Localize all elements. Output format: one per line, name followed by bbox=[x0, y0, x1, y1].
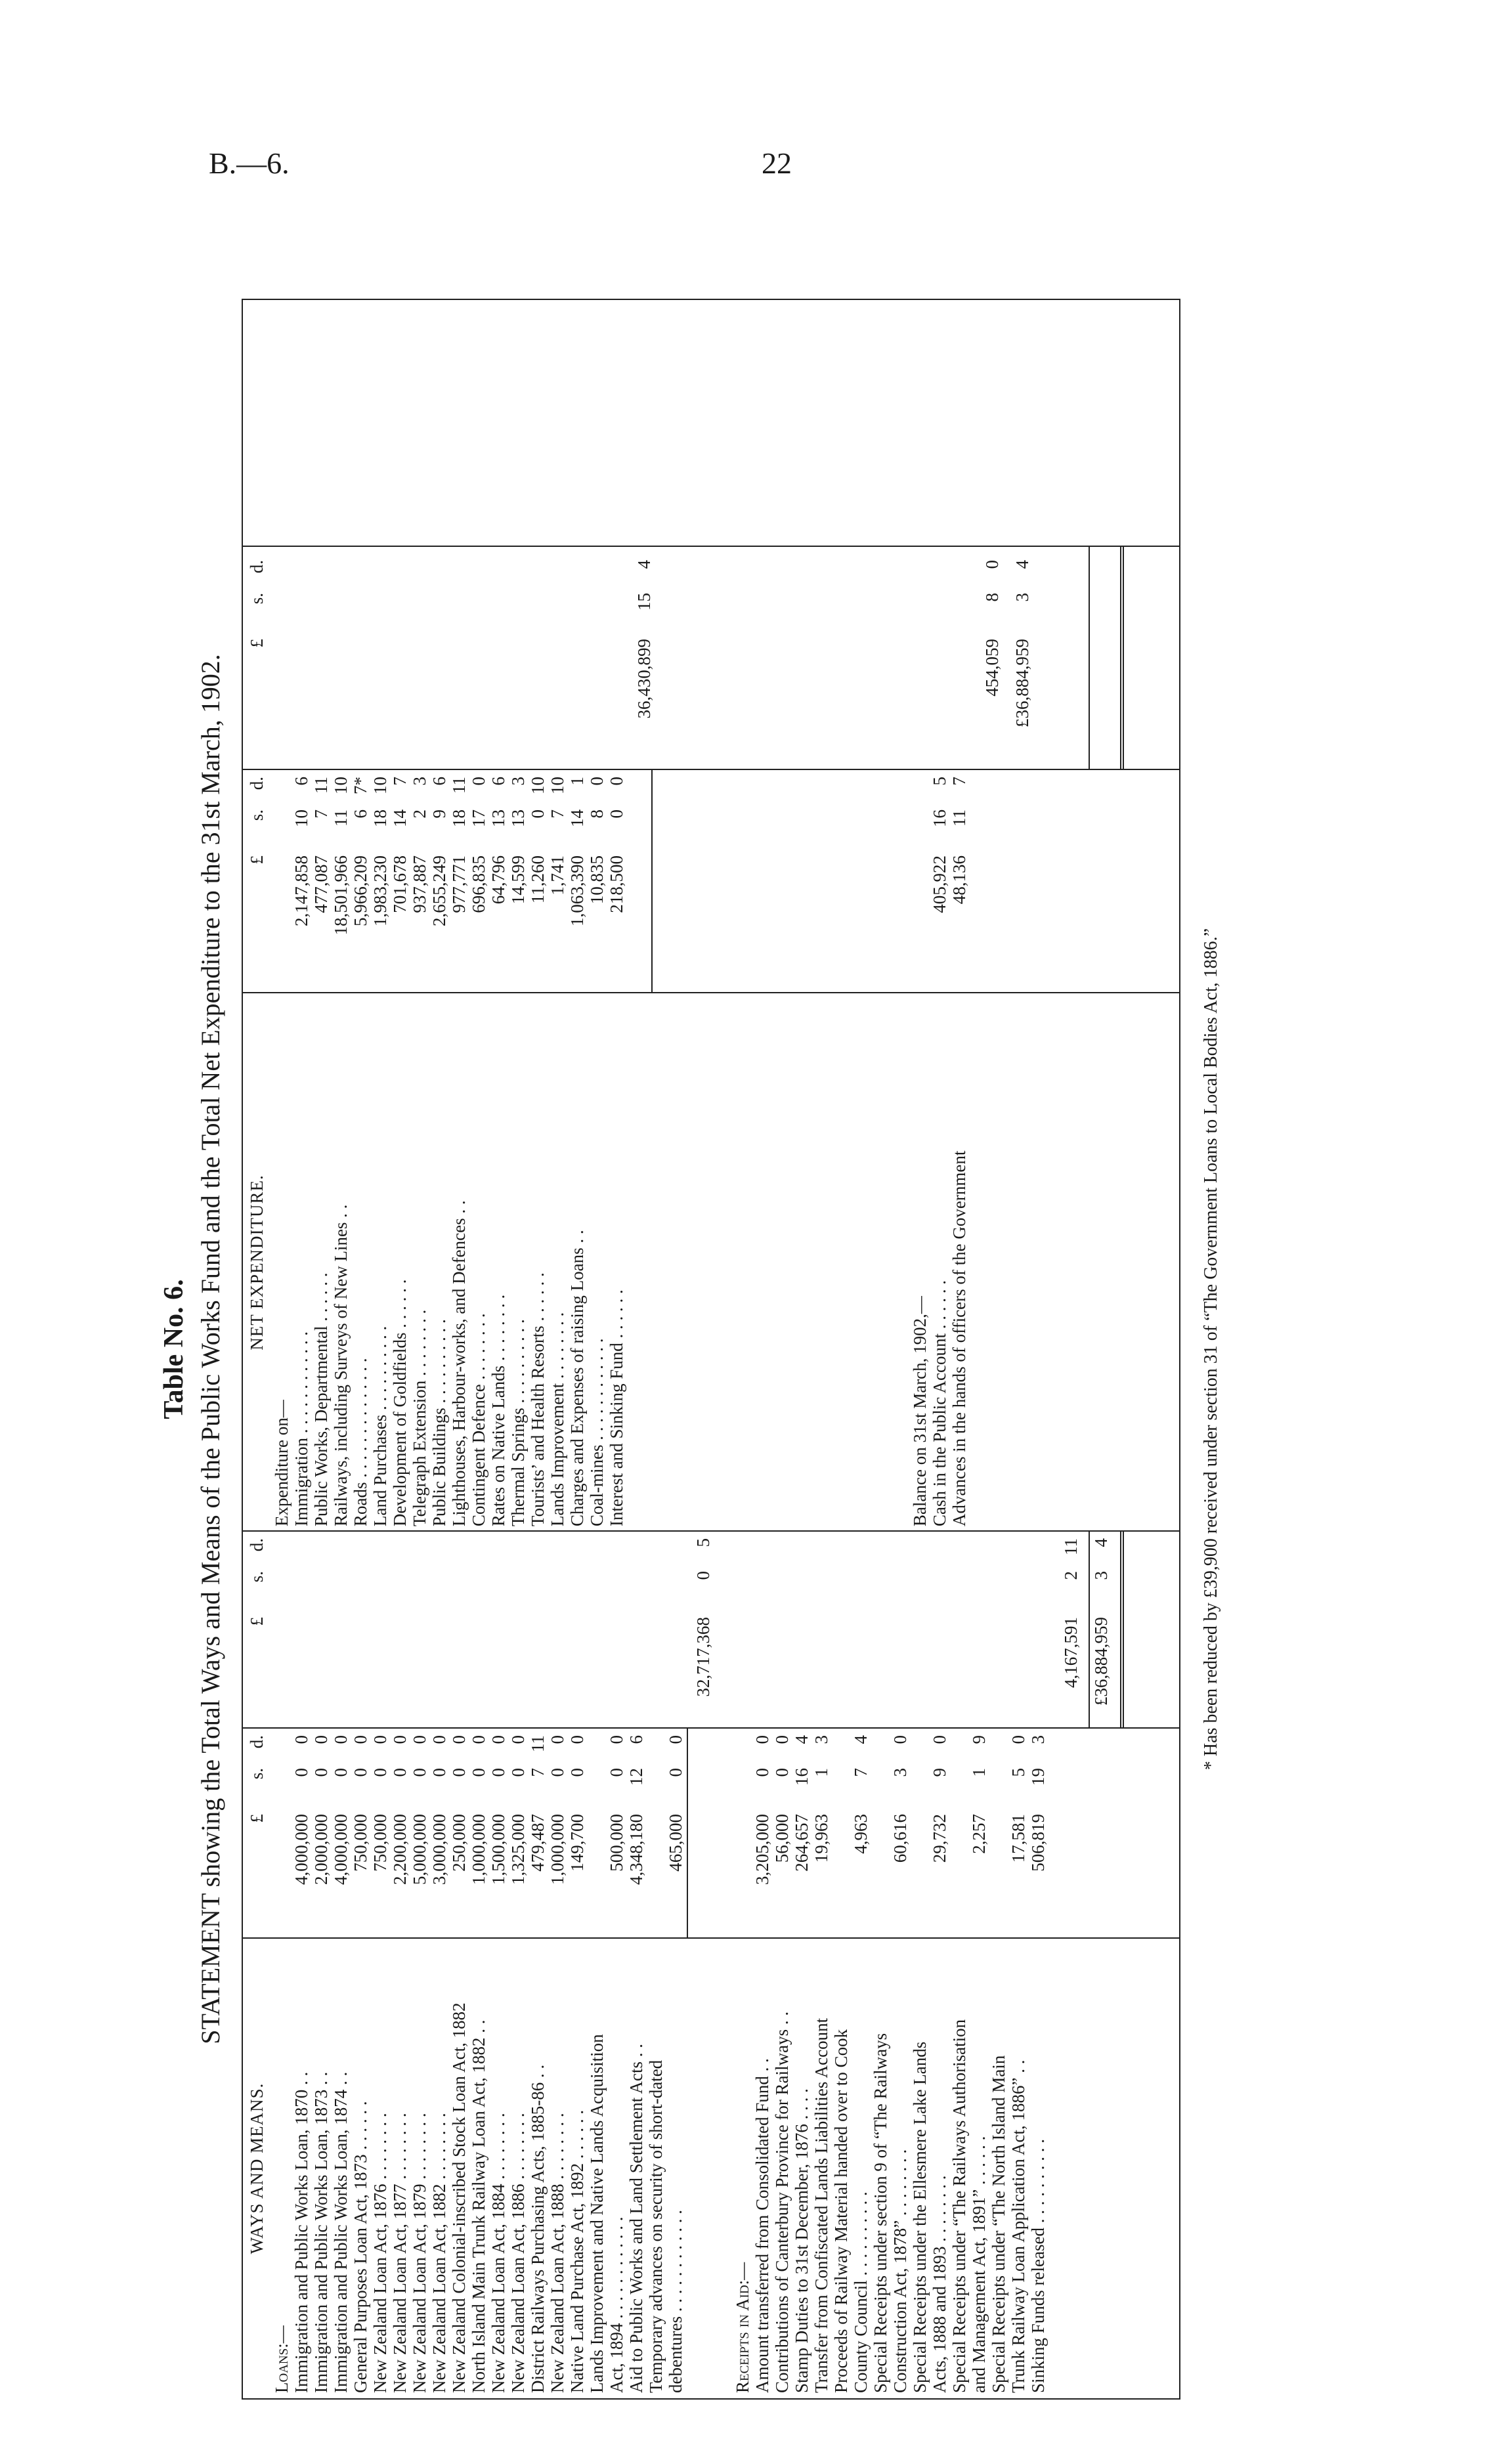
page-number: 22 bbox=[762, 146, 792, 180]
receipt-row-pence: 0 bbox=[752, 1735, 772, 1744]
loan-row-pounds: 750,000 bbox=[370, 1814, 390, 1872]
loan-row-label: New Zealand Loan Act, 1886 . . . . . . . . bbox=[508, 2113, 528, 2393]
receipts-label: Receipts in Aid:— bbox=[733, 2262, 752, 2393]
loan-row bbox=[587, 1532, 607, 2393]
expenditure-row-shillings: 10 bbox=[292, 809, 311, 827]
expenditure-row-pence: 1 bbox=[567, 777, 587, 786]
expenditure-row-pence: 7* bbox=[351, 777, 370, 794]
receipt-row bbox=[1008, 1532, 1028, 2393]
receipt-row-shillings bbox=[910, 1768, 930, 1814]
loan-row bbox=[390, 1532, 410, 2393]
receipt-row-pounds bbox=[949, 1814, 969, 1939]
loan-row-label: New Zealand Loan Act, 1877 . . . . . . . . bbox=[390, 2113, 410, 2393]
expenditure-row-pounds: 2,655,249 bbox=[429, 855, 449, 926]
expenditure-row-shillings: 17 bbox=[469, 809, 488, 827]
receipt-row bbox=[792, 1532, 811, 2393]
balance-row-label: Cash in the Public Account . . . . . . bbox=[930, 1280, 949, 1526]
expenditure-row-pence: 3 bbox=[508, 777, 528, 786]
receipt-row bbox=[949, 1532, 969, 2393]
receipt-row bbox=[969, 1532, 989, 2393]
loan-row-shillings: 0 bbox=[311, 1768, 331, 1777]
loan-row bbox=[567, 1532, 587, 2393]
loan-row-pounds: 1,325,000 bbox=[508, 1814, 528, 1885]
receipt-row-label: Stamp Duties to 31st December, 1876 . . . . bbox=[792, 2088, 811, 2393]
loan-row-pounds: 250,000 bbox=[449, 1814, 469, 1872]
expenditure-row-label: Land Purchases . . . . . . . . . . bbox=[370, 1326, 390, 1526]
expenditure-row-pounds: 477,087 bbox=[311, 855, 331, 913]
ways-grand-total-row: £36,884,959 3 4 bbox=[1091, 1538, 1111, 1706]
loan-row-label: Immigration and Public Works Loan, 1874 . . bbox=[331, 2071, 351, 2393]
loan-row-shillings: 12 bbox=[626, 1768, 646, 1786]
balance-row-pence: 5 bbox=[930, 777, 949, 786]
loan-row-shillings: 0 bbox=[666, 1768, 685, 1777]
expenditure-row-label: Thermal Springs . . . . . . . . . . bbox=[508, 1319, 528, 1526]
receipt-row bbox=[989, 1532, 1008, 2393]
loan-row-label: Act, 1894 . . . . . . . . . . . . bbox=[607, 2216, 626, 2393]
receipt-row-pounds: 60,616 bbox=[890, 1814, 910, 1863]
loan-row-pence: 0 bbox=[548, 1735, 567, 1744]
expenditure-row-pounds: 218,500 bbox=[607, 855, 626, 913]
expenditure-row-pence: 0 bbox=[469, 777, 488, 786]
loan-row-pence: 0 bbox=[508, 1735, 528, 1744]
expenditure-row bbox=[567, 305, 587, 1526]
expenditure-row-label: Roads . . . . . . . . . . . . . . bbox=[351, 1358, 370, 1526]
loan-row-shillings: 0 bbox=[449, 1768, 469, 1777]
loan-row-pence: 0 bbox=[390, 1735, 410, 1744]
expenditure-row-pounds: 18,501,966 bbox=[331, 855, 351, 936]
receipt-row bbox=[811, 1532, 831, 2393]
loan-row bbox=[548, 1532, 567, 2393]
receipt-row-shillings: 16 bbox=[792, 1768, 811, 1786]
loan-row-shillings: 0 bbox=[429, 1768, 449, 1777]
loan-row-label: New Zealand Loan Act, 1876 . . . . . . . . bbox=[370, 2113, 390, 2393]
receipt-row bbox=[851, 1532, 871, 2393]
balance-row-pounds: 48,136 bbox=[949, 855, 969, 905]
expenditure-row-pence: 11 bbox=[311, 777, 331, 794]
loan-row-label: Immigration and Public Works Loan, 1870 . . bbox=[292, 2071, 311, 2393]
balance-row-shillings: 11 bbox=[949, 809, 969, 827]
receipt-row bbox=[752, 1532, 772, 2393]
receipt-row-pence bbox=[910, 1735, 930, 1768]
balance-row bbox=[930, 305, 949, 1526]
loan-row-label: Lands Improvement and Native Lands Acquisition bbox=[587, 2034, 607, 2393]
loan-row bbox=[292, 1532, 311, 2393]
loan-row-label: District Railways Purchasing Acts, 1885-86 . . bbox=[528, 2064, 548, 2393]
expenditure-heading: NET EXPENDITURE. bbox=[247, 1175, 267, 1350]
receipt-row-pence bbox=[949, 1735, 969, 1768]
loan-row-pence: 0 bbox=[410, 1735, 429, 1744]
expenditure-row-pence: 10 bbox=[370, 777, 390, 794]
expenditure-row-label: Charges and Expenses of raising Loans . . bbox=[567, 1230, 587, 1526]
expenditure-row bbox=[410, 305, 429, 1526]
receipt-row-label: Contributions of Canterbury Province for Railways . . bbox=[772, 2011, 792, 2393]
expenditure-row-pence: 10 bbox=[528, 777, 548, 794]
loan-row-pounds: 2,200,000 bbox=[390, 1814, 410, 1885]
expenditure-row bbox=[331, 305, 351, 1526]
receipt-row-shillings: 1 bbox=[811, 1768, 831, 1777]
receipt-row-pounds: 264,657 bbox=[792, 1814, 811, 1872]
expenditure-row-shillings: 7 bbox=[311, 809, 331, 819]
balance-row-label: Advances in the hands of officers of the Government bbox=[949, 1150, 969, 1526]
receipt-row-label: Amount transferred from Consolidated Fund . . bbox=[752, 2058, 772, 2393]
loan-row-pounds: 5,000,000 bbox=[410, 1814, 429, 1885]
expenditure-row-shillings: 0 bbox=[528, 809, 548, 819]
loans-label: Loans:— bbox=[272, 2325, 292, 2393]
expenditure-row-shillings: 9 bbox=[429, 809, 449, 819]
loan-row bbox=[528, 1532, 548, 2393]
expenditure-row-pounds: 696,835 bbox=[469, 855, 488, 913]
expenditure-row-pounds: 977,771 bbox=[449, 855, 469, 913]
loan-row-pounds: 479,487 bbox=[528, 1814, 548, 1872]
loan-row-pounds: 1,500,000 bbox=[488, 1814, 508, 1885]
loan-row-pounds: 1,000,000 bbox=[548, 1814, 567, 1885]
statement-table bbox=[242, 299, 1180, 2400]
expenditure-row-pence: 0 bbox=[587, 777, 607, 786]
loan-row bbox=[666, 1532, 685, 2393]
expenditure-row bbox=[429, 305, 449, 1526]
expenditure-row bbox=[587, 305, 607, 1526]
expenditure-row-shillings: 18 bbox=[370, 809, 390, 827]
loan-row-pounds bbox=[646, 1814, 666, 1939]
loan-row-pounds: 4,000,000 bbox=[292, 1814, 311, 1885]
expenditure-row-shillings: 7 bbox=[548, 809, 567, 819]
loan-row-shillings: 0 bbox=[469, 1768, 488, 1777]
receipt-row-pence: 0 bbox=[1008, 1735, 1028, 1744]
expenditure-row bbox=[351, 305, 370, 1526]
expenditure-row-pence: 6 bbox=[429, 777, 449, 786]
receipt-row-shillings bbox=[949, 1768, 969, 1814]
expenditure-row-pence: 3 bbox=[410, 777, 429, 786]
loan-row-pounds: 4,000,000 bbox=[331, 1814, 351, 1885]
expenditure-row-shillings: 18 bbox=[449, 809, 469, 827]
expenditure-row bbox=[449, 305, 469, 1526]
expenditure-row-pounds: 1,741 bbox=[548, 855, 567, 895]
expenditure-row-shillings: 13 bbox=[508, 809, 528, 827]
receipt-row-label: Proceeds of Railway Material handed over to Cook bbox=[831, 2029, 851, 2393]
expenditure-row-shillings: 11 bbox=[331, 809, 351, 827]
receipt-row bbox=[890, 1532, 910, 2393]
expenditure-row bbox=[370, 305, 390, 1526]
balance-row-pence: 7 bbox=[949, 777, 969, 786]
loan-row bbox=[410, 1532, 429, 2393]
loan-row-shillings bbox=[646, 1768, 666, 1814]
loan-row bbox=[331, 1532, 351, 2393]
receipt-row-shillings bbox=[989, 1768, 1008, 1814]
receipt-row bbox=[910, 1532, 930, 2393]
receipt-row-pence: 9 bbox=[969, 1735, 989, 1744]
loan-row-shillings: 0 bbox=[370, 1768, 390, 1777]
expenditure-row-label: Lands Improvement . . . . . . . . bbox=[548, 1312, 567, 1526]
loan-row-pence: 0 bbox=[370, 1735, 390, 1744]
loan-row-shillings: 0 bbox=[567, 1768, 587, 1777]
balance-row bbox=[949, 305, 969, 1526]
receipt-row-pence: 3 bbox=[811, 1735, 831, 1744]
loan-row-label: Aid to Public Works and Land Settlement Acts . . bbox=[626, 2043, 646, 2393]
loan-row-label: Temporary advances on security of short-dated bbox=[646, 2059, 666, 2393]
loan-row bbox=[449, 1532, 469, 2393]
receipt-row-pounds: 4,963 bbox=[851, 1814, 871, 1854]
receipt-row-shillings: 3 bbox=[890, 1768, 910, 1777]
table-number: Table No. 6. bbox=[159, 1279, 189, 1419]
expenditure-row-pounds: 11,260 bbox=[528, 855, 548, 904]
receipt-row-pence bbox=[871, 1735, 890, 1768]
loan-row-shillings: 0 bbox=[548, 1768, 567, 1777]
receipt-row-pence: 0 bbox=[890, 1735, 910, 1744]
loan-row-pence: 0 bbox=[449, 1735, 469, 1744]
receipt-row-pounds bbox=[831, 1814, 851, 1939]
receipt-row-pounds: 2,257 bbox=[969, 1814, 989, 1854]
receipt-row-shillings bbox=[831, 1768, 851, 1814]
expenditure-row-label: Interest and Sinking Fund . . . . . . bbox=[607, 1289, 626, 1526]
balance-label: Balance on 31st March, 1902,— bbox=[910, 1296, 930, 1526]
expenditure-row-label: Development of Goldfields . . . . . . bbox=[390, 1279, 410, 1526]
expenditure-row-label: Railways, including Surveys of New Lines . . bbox=[331, 1204, 351, 1526]
receipt-row-shillings: 19 bbox=[1028, 1768, 1048, 1786]
loan-row-shillings: 0 bbox=[410, 1768, 429, 1777]
loan-row-pence: 0 bbox=[331, 1735, 351, 1744]
expenditure-row-pounds: 10,835 bbox=[587, 855, 607, 905]
expenditure-row-pounds: 5,966,209 bbox=[351, 855, 370, 926]
receipt-row-pence: 0 bbox=[772, 1735, 792, 1744]
ways-total-heading: £ s. d. bbox=[247, 1538, 267, 1626]
loan-row bbox=[646, 1532, 666, 2393]
expenditure-row-pence: 6 bbox=[488, 777, 508, 786]
loan-row-pence bbox=[587, 1735, 607, 1768]
loan-row-pounds: 465,000 bbox=[666, 1814, 685, 1872]
loan-row-pounds: 2,000,000 bbox=[311, 1814, 331, 1885]
receipt-row-label: Special Receipts under “The Railways Authorisation bbox=[949, 2019, 969, 2393]
loan-row-shillings: 0 bbox=[508, 1768, 528, 1777]
loan-row-shillings: 0 bbox=[607, 1768, 626, 1777]
expenditure-row-label: Lighthouses, Harbour-works, and Defences . . bbox=[449, 1200, 469, 1526]
expenditure-amount-heading: £ s. d. bbox=[247, 777, 267, 865]
expenditure-total-heading: £ s. d. bbox=[247, 560, 267, 648]
expenditure-row-shillings: 8 bbox=[587, 809, 607, 819]
expenditure-row-shillings: 14 bbox=[567, 809, 587, 827]
loan-row-pounds: 750,000 bbox=[351, 1814, 370, 1872]
loan-row-label: New Zealand Loan Act, 1888 . . . . . . . . bbox=[548, 2113, 567, 2393]
loan-row-label: New Zealand Loan Act, 1884 . . . . . . . . bbox=[488, 2113, 508, 2393]
loan-row bbox=[469, 1532, 488, 2393]
expenditure-row-pence: 6 bbox=[292, 777, 311, 786]
expenditure-row-shillings: 13 bbox=[488, 809, 508, 827]
receipt-row-label: Construction Act, 1878” . . . . . . . . bbox=[890, 2149, 910, 2393]
loan-row-pence: 6 bbox=[626, 1735, 646, 1744]
receipt-row-pounds: 29,732 bbox=[930, 1814, 949, 1863]
receipt-row-label: County Council . . . . . . . . . . bbox=[851, 2191, 871, 2393]
expenditure-row-label: Immigration . . . . . . . . . . . . bbox=[292, 1331, 311, 1526]
loan-row-pounds: 1,000,000 bbox=[469, 1814, 488, 1885]
expenditure-row bbox=[488, 305, 508, 1526]
loan-row-shillings: 0 bbox=[390, 1768, 410, 1777]
loan-row-pounds: 149,700 bbox=[567, 1814, 587, 1872]
loan-row-pence: 0 bbox=[429, 1735, 449, 1744]
receipt-row-label: Special Receipts under “The North Island Main bbox=[989, 2055, 1008, 2393]
loan-row-pence: 0 bbox=[292, 1735, 311, 1744]
loan-row-pounds: 4,348,180 bbox=[626, 1814, 646, 1885]
receipt-row-label: Transfer from Confiscated Lands Liabilities Account bbox=[811, 2017, 831, 2393]
receipts-total-row: 4,167,591 2 11 bbox=[1061, 1538, 1081, 1688]
receipt-row-pence: 3 bbox=[1028, 1735, 1048, 1744]
loan-row bbox=[607, 1532, 626, 2393]
receipt-row-label: Special Receipts under the Ellesmere Lake Lands bbox=[910, 2041, 930, 2393]
expenditure-row-shillings: 14 bbox=[390, 809, 410, 827]
balance-row-shillings: 16 bbox=[930, 809, 949, 827]
loan-row-label: New Zealand Colonial-inscribed Stock Loan Act, 1882 bbox=[449, 2002, 469, 2393]
loan-row-shillings: 7 bbox=[528, 1768, 548, 1777]
expenditure-row bbox=[390, 305, 410, 1526]
expenditure-total-row: 36,430,899 15 4 bbox=[634, 560, 654, 719]
receipt-row-pounds bbox=[871, 1814, 890, 1939]
loan-row-label: New Zealand Loan Act, 1882 . . . . . . . . bbox=[429, 2113, 449, 2393]
receipt-row bbox=[772, 1532, 792, 2393]
receipt-row bbox=[871, 1532, 890, 2393]
receipt-row-pounds bbox=[910, 1814, 930, 1939]
expenditure-row-pounds: 1,983,230 bbox=[370, 855, 390, 926]
receipt-row-label: Special Receipts under section 9 of “The Railways bbox=[871, 2033, 890, 2393]
loan-row-shillings: 0 bbox=[488, 1768, 508, 1777]
footnote: * Has been reduced by £39,900 received under section 31 of “The Government Loans to Local Bodies Act, 1886.” bbox=[1201, 928, 1221, 1771]
expenditure-label: Expenditure on— bbox=[272, 1400, 292, 1526]
loan-row-pence: 0 bbox=[567, 1735, 587, 1744]
loans-total-row: 32,717,368 0 5 bbox=[693, 1538, 713, 1697]
expenditure-row-pounds: 64,796 bbox=[488, 855, 508, 905]
loan-row-pence: 0 bbox=[469, 1735, 488, 1744]
expenditure-row bbox=[469, 305, 488, 1526]
expenditure-row-pounds: 2,147,858 bbox=[292, 855, 311, 926]
loan-row-shillings: 0 bbox=[331, 1768, 351, 1777]
receipt-row-shillings: 1 bbox=[969, 1768, 989, 1777]
expenditure-row-pence: 10 bbox=[548, 777, 567, 794]
receipt-row-label: Acts, 1888 and 1893 . . . . . . . . bbox=[930, 2175, 949, 2393]
expenditure-row bbox=[548, 305, 567, 1526]
loan-row-shillings: 0 bbox=[351, 1768, 370, 1777]
receipt-row-pounds: 56,000 bbox=[772, 1814, 792, 1863]
expenditure-row bbox=[508, 305, 528, 1526]
expenditure-row-pence: 7 bbox=[390, 777, 410, 786]
receipt-row-pence: 4 bbox=[792, 1735, 811, 1744]
expenditure-row-pence: 0 bbox=[607, 777, 626, 786]
expenditure-row-pounds: 14,599 bbox=[508, 855, 528, 905]
receipt-row-shillings: 7 bbox=[851, 1768, 871, 1777]
expenditure-row-pence: 10 bbox=[331, 777, 351, 794]
receipt-row-pounds: 506,819 bbox=[1028, 1814, 1048, 1872]
table-title: STATEMENT showing the Total Ways and Means of the Public Works Fund and the Total Net Expenditure to the 31st March, 1902. bbox=[196, 654, 225, 2044]
expenditure-grand-total-row: £36,884,959 3 4 bbox=[1012, 560, 1032, 727]
receipt-row bbox=[930, 1532, 949, 2393]
receipt-row-label: Sinking Funds released . . . . . . . . . . bbox=[1028, 2139, 1048, 2393]
balance-total-row: 454,059 8 0 bbox=[982, 560, 1002, 697]
loan-row bbox=[429, 1532, 449, 2393]
receipt-row-shillings bbox=[871, 1768, 890, 1814]
loan-row-pence bbox=[646, 1735, 666, 1768]
loan-row bbox=[311, 1532, 331, 2393]
loan-row bbox=[626, 1532, 646, 2393]
rotated-table-page bbox=[159, 279, 1398, 2419]
loan-row-pence: 0 bbox=[351, 1735, 370, 1744]
loan-row bbox=[508, 1532, 528, 2393]
loan-row-pence: 0 bbox=[488, 1735, 508, 1744]
expenditure-row-label: Coal-mines . . . . . . . . . . . . bbox=[587, 1338, 607, 1526]
loan-row bbox=[488, 1532, 508, 2393]
loan-row-pence: 11 bbox=[528, 1735, 548, 1752]
receipt-row-pounds: 3,205,000 bbox=[752, 1814, 772, 1885]
expenditure-row-shillings: 6 bbox=[351, 809, 370, 819]
receipt-row-pence: 0 bbox=[930, 1735, 949, 1744]
receipt-row-shillings: 9 bbox=[930, 1768, 949, 1777]
loan-row-label: debentures . . . . . . . . . . . . bbox=[666, 2210, 685, 2393]
receipt-row-label: and Management Act, 1891” . . . . . . bbox=[969, 2136, 989, 2393]
receipt-row-pounds bbox=[989, 1814, 1008, 1939]
receipt-row-shillings: 5 bbox=[1008, 1768, 1028, 1777]
balance-row-pounds: 405,922 bbox=[930, 855, 949, 913]
loan-row-pounds: 3,000,000 bbox=[429, 1814, 449, 1885]
expenditure-row bbox=[311, 305, 331, 1526]
loan-row-pence: 0 bbox=[607, 1735, 626, 1744]
loan-row-pence: 0 bbox=[666, 1735, 685, 1744]
loan-row-shillings bbox=[587, 1768, 607, 1814]
expenditure-row-label: Tourists’ and Health Resorts . . . . . . bbox=[528, 1272, 548, 1526]
ways-amount-heading: £ s. d. bbox=[247, 1735, 267, 1823]
document-code: B.—6. bbox=[209, 146, 290, 180]
expenditure-row bbox=[292, 305, 311, 1526]
expenditure-row-pounds: 701,678 bbox=[390, 855, 410, 913]
loan-row-label: Immigration and Public Works Loan, 1873 . . bbox=[311, 2071, 331, 2393]
receipt-row-shillings: 0 bbox=[772, 1768, 792, 1777]
receipt-row bbox=[831, 1532, 851, 2393]
loan-row bbox=[370, 1532, 390, 2393]
receipt-row-label: Trunk Railway Loan Application Act, 1886” . . bbox=[1008, 2059, 1028, 2393]
receipt-row-pounds: 19,963 bbox=[811, 1814, 831, 1863]
loan-row-pence: 0 bbox=[311, 1735, 331, 1744]
loan-row-label: General Purposes Loan Act, 1873 . . . . . . bbox=[351, 2101, 370, 2393]
receipt-row-shillings: 0 bbox=[752, 1768, 772, 1777]
expenditure-row-shillings: 2 bbox=[410, 809, 429, 819]
loan-row-label: New Zealand Loan Act, 1879 . . . . . . . . bbox=[410, 2113, 429, 2393]
loan-row-shillings: 0 bbox=[292, 1768, 311, 1777]
receipt-row-pence bbox=[989, 1735, 1008, 1768]
expenditure-row-shillings: 0 bbox=[607, 809, 626, 819]
loan-row-label: Native Land Purchase Act, 1892 . . . . . . bbox=[567, 2109, 587, 2393]
receipt-row bbox=[1028, 1532, 1048, 2393]
expenditure-row-pounds: 1,063,390 bbox=[567, 855, 587, 926]
loan-row bbox=[351, 1532, 370, 2393]
loan-row-pounds bbox=[587, 1814, 607, 1939]
expenditure-row-label: Contingent Defence . . . . . . . . bbox=[469, 1313, 488, 1526]
receipt-row-pence bbox=[831, 1735, 851, 1768]
receipt-row-pounds: 17,581 bbox=[1008, 1814, 1028, 1863]
receipt-row-pence: 4 bbox=[851, 1735, 871, 1744]
expenditure-row-label: Rates on Native Lands . . . . . . . . bbox=[488, 1294, 508, 1526]
expenditure-row-label: Public Buildings . . . . . . . . . . bbox=[429, 1319, 449, 1526]
expenditure-row-pounds: 937,887 bbox=[410, 855, 429, 913]
loan-row-pounds: 500,000 bbox=[607, 1814, 626, 1872]
expenditure-row-pence: 11 bbox=[449, 777, 469, 794]
loan-row-label: North Island Main Trunk Railway Loan Act, 1882 . . bbox=[469, 2019, 488, 2393]
expenditure-row-label: Public Works, Departmental . . . . . . bbox=[311, 1272, 331, 1526]
expenditure-row bbox=[528, 305, 548, 1526]
expenditure-row-label: Telegraph Extension . . . . . . . . bbox=[410, 1309, 429, 1526]
ways-heading: WAYS AND MEANS. bbox=[247, 2082, 267, 2254]
expenditure-row bbox=[607, 305, 626, 1526]
